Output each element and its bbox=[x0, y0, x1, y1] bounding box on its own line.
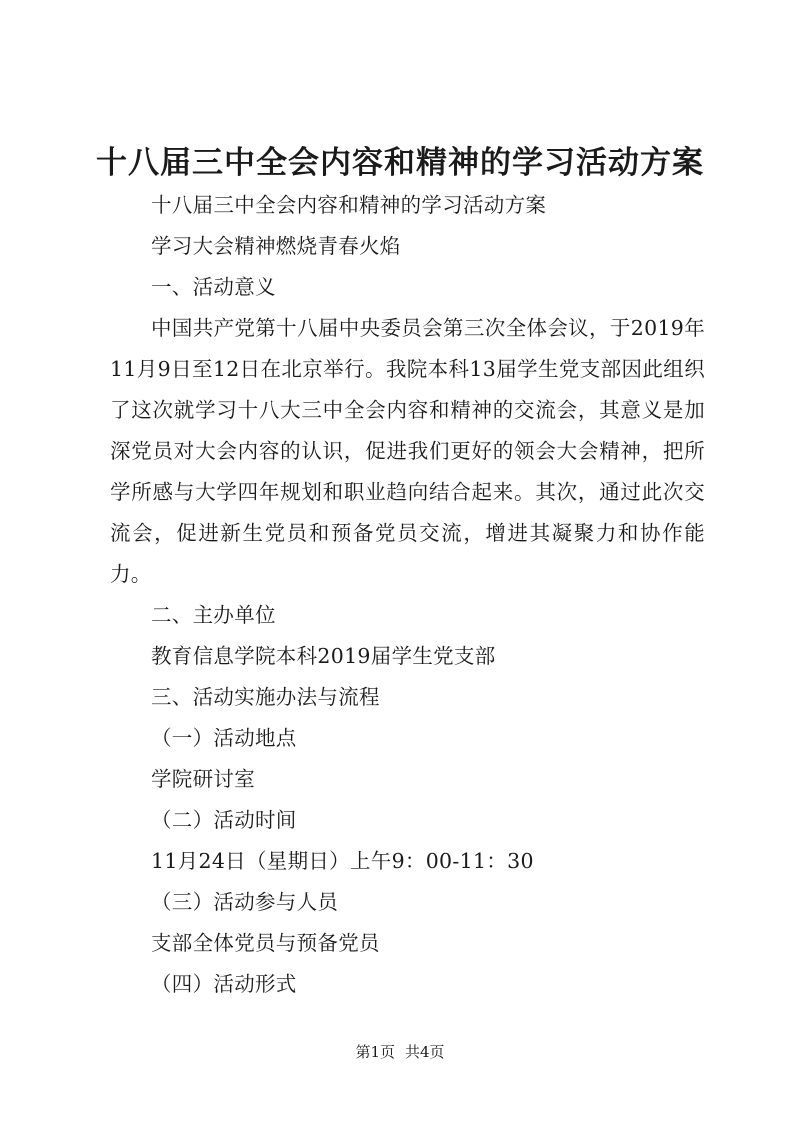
section-heading-significance: 一、活动意义 bbox=[151, 275, 276, 299]
paragraph-participants: 支部全体党员与预备党员 bbox=[151, 931, 380, 955]
document-title: 十八届三中全会内容和精神的学习活动方案 bbox=[96, 145, 704, 181]
subheading-time: （二）活动时间 bbox=[151, 808, 297, 832]
paragraph-time: 11月24日（星期日）上午9：00-11：30 bbox=[151, 849, 534, 873]
subheading-participants: （三）活动参与人员 bbox=[151, 890, 339, 914]
paragraph-organizer: 教育信息学院本科2019届学生党支部 bbox=[151, 644, 496, 668]
document-body bbox=[110, 185, 705, 1005]
page-number: 第1页 bbox=[355, 1043, 395, 1061]
section-heading-organizer: 二、主办单位 bbox=[151, 603, 276, 627]
page-total: 共4页 bbox=[405, 1043, 445, 1061]
paragraph-slogan: 学习大会精神燃烧青春火焰 bbox=[151, 234, 401, 258]
page-footer bbox=[0, 1042, 800, 1062]
paragraph-significance-body: 中国共产党第十八届中央委员会第三次全体会议，于2019年11月9日至12日在北京举行。我院本科13届学生党支部因此组织了这次就学习十八大三中全会内容和精神的交流会，其意义是加深党员对大会内容的认识，促进我们更好的领会大会精神，把所学所感与大学四年规划和职业趋向结合起来。其次，通过此次交流会，促进新生党员和预备党员交流，增进其凝聚力和协作能力。 bbox=[110, 316, 705, 586]
paragraph-location: 学院研讨室 bbox=[151, 767, 255, 791]
subheading-location: （一）活动地点 bbox=[151, 726, 297, 750]
paragraph-subtitle: 十八届三中全会内容和精神的学习活动方案 bbox=[151, 193, 547, 217]
section-heading-procedure: 三、活动实施办法与流程 bbox=[151, 685, 380, 709]
subheading-format: （四）活动形式 bbox=[151, 972, 297, 996]
